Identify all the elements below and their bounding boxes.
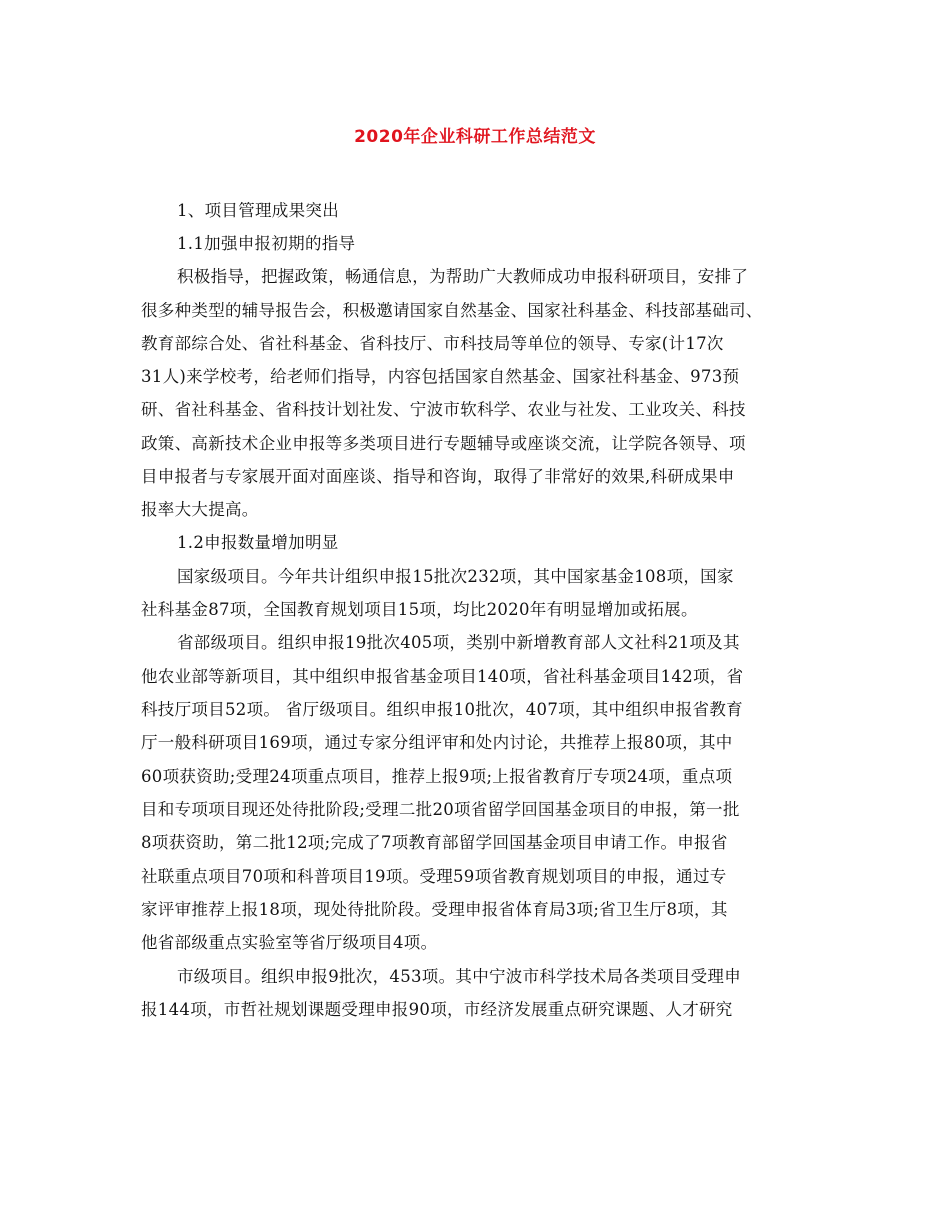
paragraph-line: 60项获资助;受理24项重点项目，推荐上报9项;上报省教育厅专项24项，重点项 bbox=[141, 767, 733, 786]
paragraph-line: 8项获资助，第二批12项;完成了7项教育部留学回国基金项目申请工作。申报省 bbox=[141, 833, 728, 852]
paragraph-line: 目申报者与专家展开面对面座谈、指导和咨询，取得了非常好的效果,科研成果申 bbox=[141, 467, 735, 486]
paragraph-line: 市级项目。组织申报9批次，453项。其中宁波市科学技术局各类项目受理申 bbox=[177, 967, 741, 986]
paragraph-line: 厅一般科研项目169项，通过专家分组评审和处内讨论，共推荐上报80项，其中 bbox=[141, 733, 733, 752]
paragraph-line: 很多种类型的辅导报告会，积极邀请国家自然基金、国家社科基金、科技部基础司、 bbox=[141, 301, 763, 320]
paragraph-line: 目和专项项目现还处待批阶段;受理二批20项省留学回国基金项目的申报，第一批 bbox=[141, 800, 740, 819]
heading-1-1: 1.1加强申报初期的指导 bbox=[177, 234, 356, 253]
heading-1: 1、项目管理成果突出 bbox=[177, 201, 339, 220]
paragraph-line: 国家级项目。今年共计组织申报15批次232项，其中国家基金108项，国家 bbox=[177, 567, 734, 586]
paragraph-line: 他农业部等新项目，其中组织申报省基金项目140项，省社科基金项目142项，省 bbox=[141, 667, 744, 686]
paragraph-line: 家评审推荐上报18项，现处待批阶段。受理申报省体育局3项;省卫生厅8项，其 bbox=[141, 900, 728, 919]
paragraph-line: 他省部级重点实验室等省厅级项目4项。 bbox=[141, 933, 438, 952]
paragraph-line: 政策、高新技术企业申报等多类项目进行专题辅导或座谈交流，让学院各领导、项 bbox=[141, 434, 746, 453]
heading-1-2: 1.2申报数量增加明显 bbox=[177, 533, 339, 552]
paragraph-line: 省部级项目。组织申报19批次405项，类别中新增教育部人文社科21项及其 bbox=[177, 633, 740, 652]
paragraph-line: 社科基金87项，全国教育规划项目15项，均比2020年有明显增加或拓展。 bbox=[141, 600, 698, 619]
paragraph-line: 社联重点项目70项和科普项目19项。受理59项省教育规划项目的申报，通过专 bbox=[141, 867, 727, 886]
paragraph-line: 积极指导，把握政策，畅通信息，为帮助广大教师成功申报科研项目，安排了 bbox=[177, 267, 749, 286]
paragraph-line: 科技厅项目52项。 省厅级项目。组织申报10批次，407项，其中组织申报省教育 bbox=[141, 700, 743, 719]
paragraph-line: 教育部综合处、省社科基金、省科技厅、市科技局等单位的领导、专家(计17次 bbox=[141, 334, 724, 353]
document-title: 2020年企业科研工作总结范文 bbox=[354, 127, 596, 147]
paragraph-line: 报144项，市哲社规划课题受理申报90项，市经济发展重点研究课题、人才研究 bbox=[141, 1000, 733, 1019]
paragraph-line: 报率大大提高。 bbox=[141, 500, 259, 519]
paragraph-line: 31人)来学校考，给老师们指导，内容包括国家自然基金、国家社科基金、973预 bbox=[141, 367, 740, 386]
paragraph-line: 研、省社科基金、省科技计划社发、宁波市软科学、农业与社发、工业攻关、科技 bbox=[141, 400, 746, 419]
